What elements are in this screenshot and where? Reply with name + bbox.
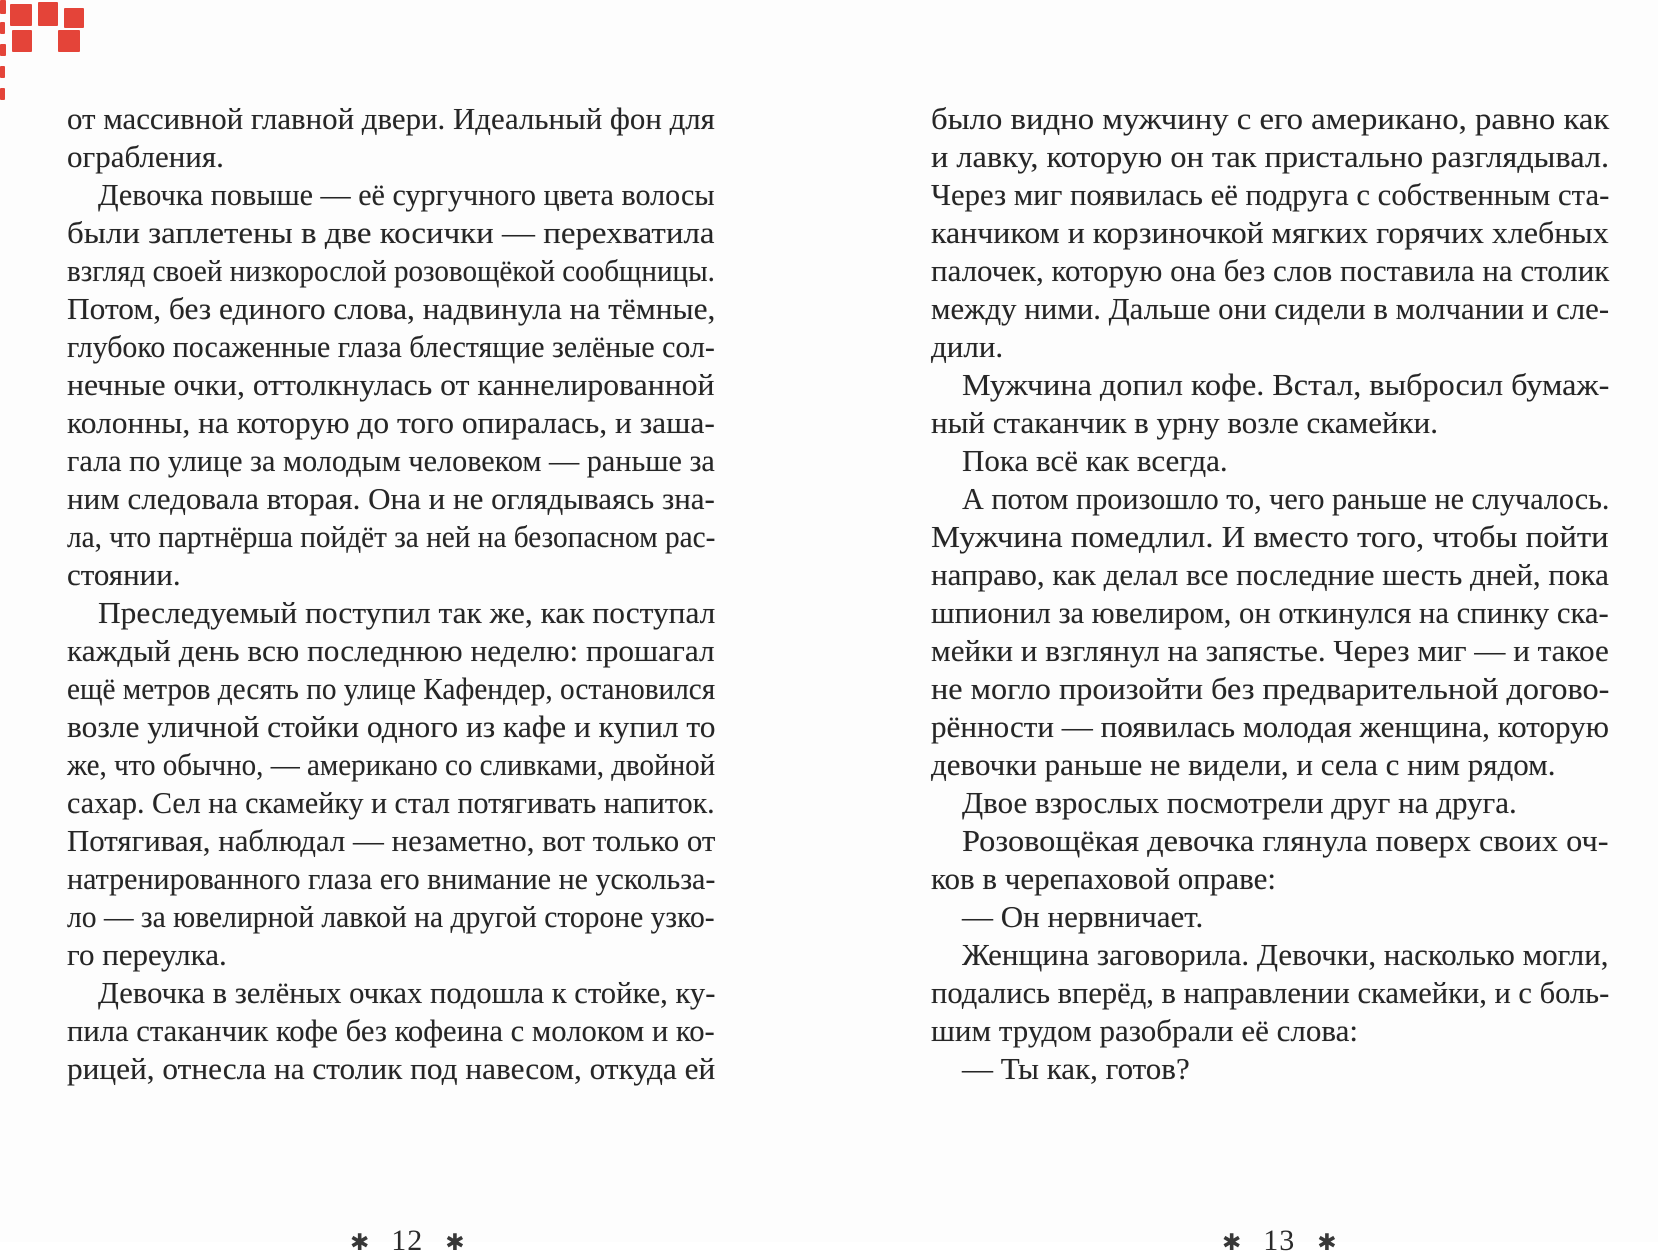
text-line: го переулка. (67, 937, 227, 972)
asterisk-icon: ✱ (350, 1230, 370, 1256)
text-line: Через миг появилась её подруга с собственным ста- (931, 177, 1610, 212)
text-line: было видно мужчину с его американо, равно как (931, 101, 1610, 136)
left-page-footer (350, 1224, 465, 1258)
asterisk-icon: ✱ (445, 1230, 465, 1256)
text-line: возле уличной стойки одного из кафе и купил то (67, 709, 716, 744)
text-line: сахар. Сел на скамейку и стал потягивать напиток. (67, 785, 715, 820)
text-line: рённости — появилась молодая женщина, которую (931, 709, 1609, 744)
text-line: же, что обычно, — американо со сливками, двойной (67, 747, 716, 782)
text-line: — Ты как, готов? (962, 1051, 1190, 1086)
asterisk-icon: ✱ (1222, 1230, 1242, 1256)
red-noise-block (0, 22, 5, 34)
text-line: каждый день всю последнюю неделю: прошагал (67, 633, 715, 668)
text-line: Пока всё как всегда. (962, 443, 1228, 478)
text-line: Двое взрослых посмотрели друг на друга. (962, 785, 1517, 820)
asterisk-icon: ✱ (1317, 1230, 1337, 1256)
text-line: — Он нервничает. (962, 899, 1204, 934)
text-line: глубоко посаженные глаза блестящие зелёные сол- (67, 329, 715, 364)
text-line: А потом произошло то, чего раньше не случалось. (962, 481, 1610, 516)
text-line: стоянии. (67, 557, 181, 592)
red-noise-block (0, 66, 5, 78)
text-line: колонны, на которую до того опиралась, и заша- (67, 405, 715, 440)
text-line: были заплетены в две косички — перехватила (67, 215, 715, 250)
text-line: ло — за ювелирной лавкой на другой стороне узко- (67, 899, 715, 934)
text-line: шим трудом разобрали её слова: (931, 1013, 1358, 1048)
text-line: Мужчина допил кофе. Встал, выбросил бумаж- (962, 367, 1610, 402)
red-noise-block (12, 30, 32, 52)
text-line: гала по улице за молодым человеком — раньше за (67, 443, 715, 478)
text-line: ограбления. (67, 139, 224, 174)
text-line: канчиком и корзиночкой мягких горячих хлебных (931, 215, 1609, 250)
text-line: мейки и взглянул на запястье. Через миг — и такое (931, 633, 1609, 668)
text-line: между ними. Дальше они сидели в молчании и сле- (931, 291, 1610, 326)
right-page-text-block (931, 100, 1609, 1088)
red-noise-block (58, 30, 80, 52)
text-line: натренированного глаза его внимание не ускольза- (67, 861, 716, 896)
text-line: нечные очки, оттолкнулась от каннелированной (67, 367, 715, 402)
right-page-footer (1222, 1224, 1337, 1258)
red-noise-block (0, 88, 5, 100)
red-noise-block (64, 8, 84, 28)
text-line: Женщина заговорила. Девочки, насколько могли, (962, 937, 1609, 972)
text-line: Преследуемый поступил так же, как поступал (98, 595, 716, 630)
text-line: шпионил за ювелиром, он откинулся на спинку ска- (931, 595, 1609, 630)
red-noise-block (38, 2, 58, 26)
text-line: ним следовала вторая. Она и не оглядываясь зна- (67, 481, 715, 516)
text-line: и лавку, которую он так пристально разглядывал. (931, 139, 1610, 174)
text-line: Мужчина помедлил. И вместо того, чтобы пойти (931, 519, 1609, 554)
text-line: взгляд своей низкорослой розовощёкой сообщницы. (67, 253, 715, 288)
text-line: Потом, без единого слова, надвинула на тёмные, (67, 291, 716, 326)
text-line: рицей, отнесла на столик под навесом, откуда ей (67, 1051, 716, 1086)
text-line: подались вперёд, в направлении скамейки, и с боль- (931, 975, 1610, 1010)
text-line: палочек, которую она без слов поставила на столик (931, 253, 1610, 288)
text-line: ещё метров десять по улице Кафендер, остановился (67, 671, 716, 706)
page-number-left: 12 (391, 1224, 424, 1257)
text-line: не могло произойти без предварительной догово- (931, 671, 1610, 706)
text-line: Розовощёкая девочка глянула поверх своих оч- (962, 823, 1609, 858)
text-line: девочки раньше не видели, и села с ним рядом. (931, 747, 1556, 782)
red-noise-block (0, 44, 6, 56)
text-line: ков в черепаховой оправе: (931, 861, 1276, 896)
text-line: ный стаканчик в урну возле скамейки. (931, 405, 1438, 440)
text-line: дили. (931, 329, 1004, 364)
text-line: от массивной главной двери. Идеальный фон для (67, 101, 715, 136)
text-line: направо, как делал все последние шесть дней, пока (931, 557, 1609, 592)
text-line: Девочка в зелёных очках подошла к стойке, ку- (98, 975, 716, 1010)
left-page-text-block (67, 100, 715, 1088)
text-line: ла, что партнёрша пойдёт за ней на безопасном рас- (67, 519, 716, 554)
page-number-right: 13 (1263, 1224, 1296, 1257)
text-line: пила стаканчик кофе без кофеина с молоком и ко- (67, 1013, 715, 1048)
text-line: Потягивая, наблюдал — незаметно, вот только от (67, 823, 716, 858)
text-line: Девочка повыше — её сургучного цвета волосы (98, 177, 715, 212)
red-noise-block (0, 0, 6, 14)
red-noise-block (10, 4, 32, 26)
